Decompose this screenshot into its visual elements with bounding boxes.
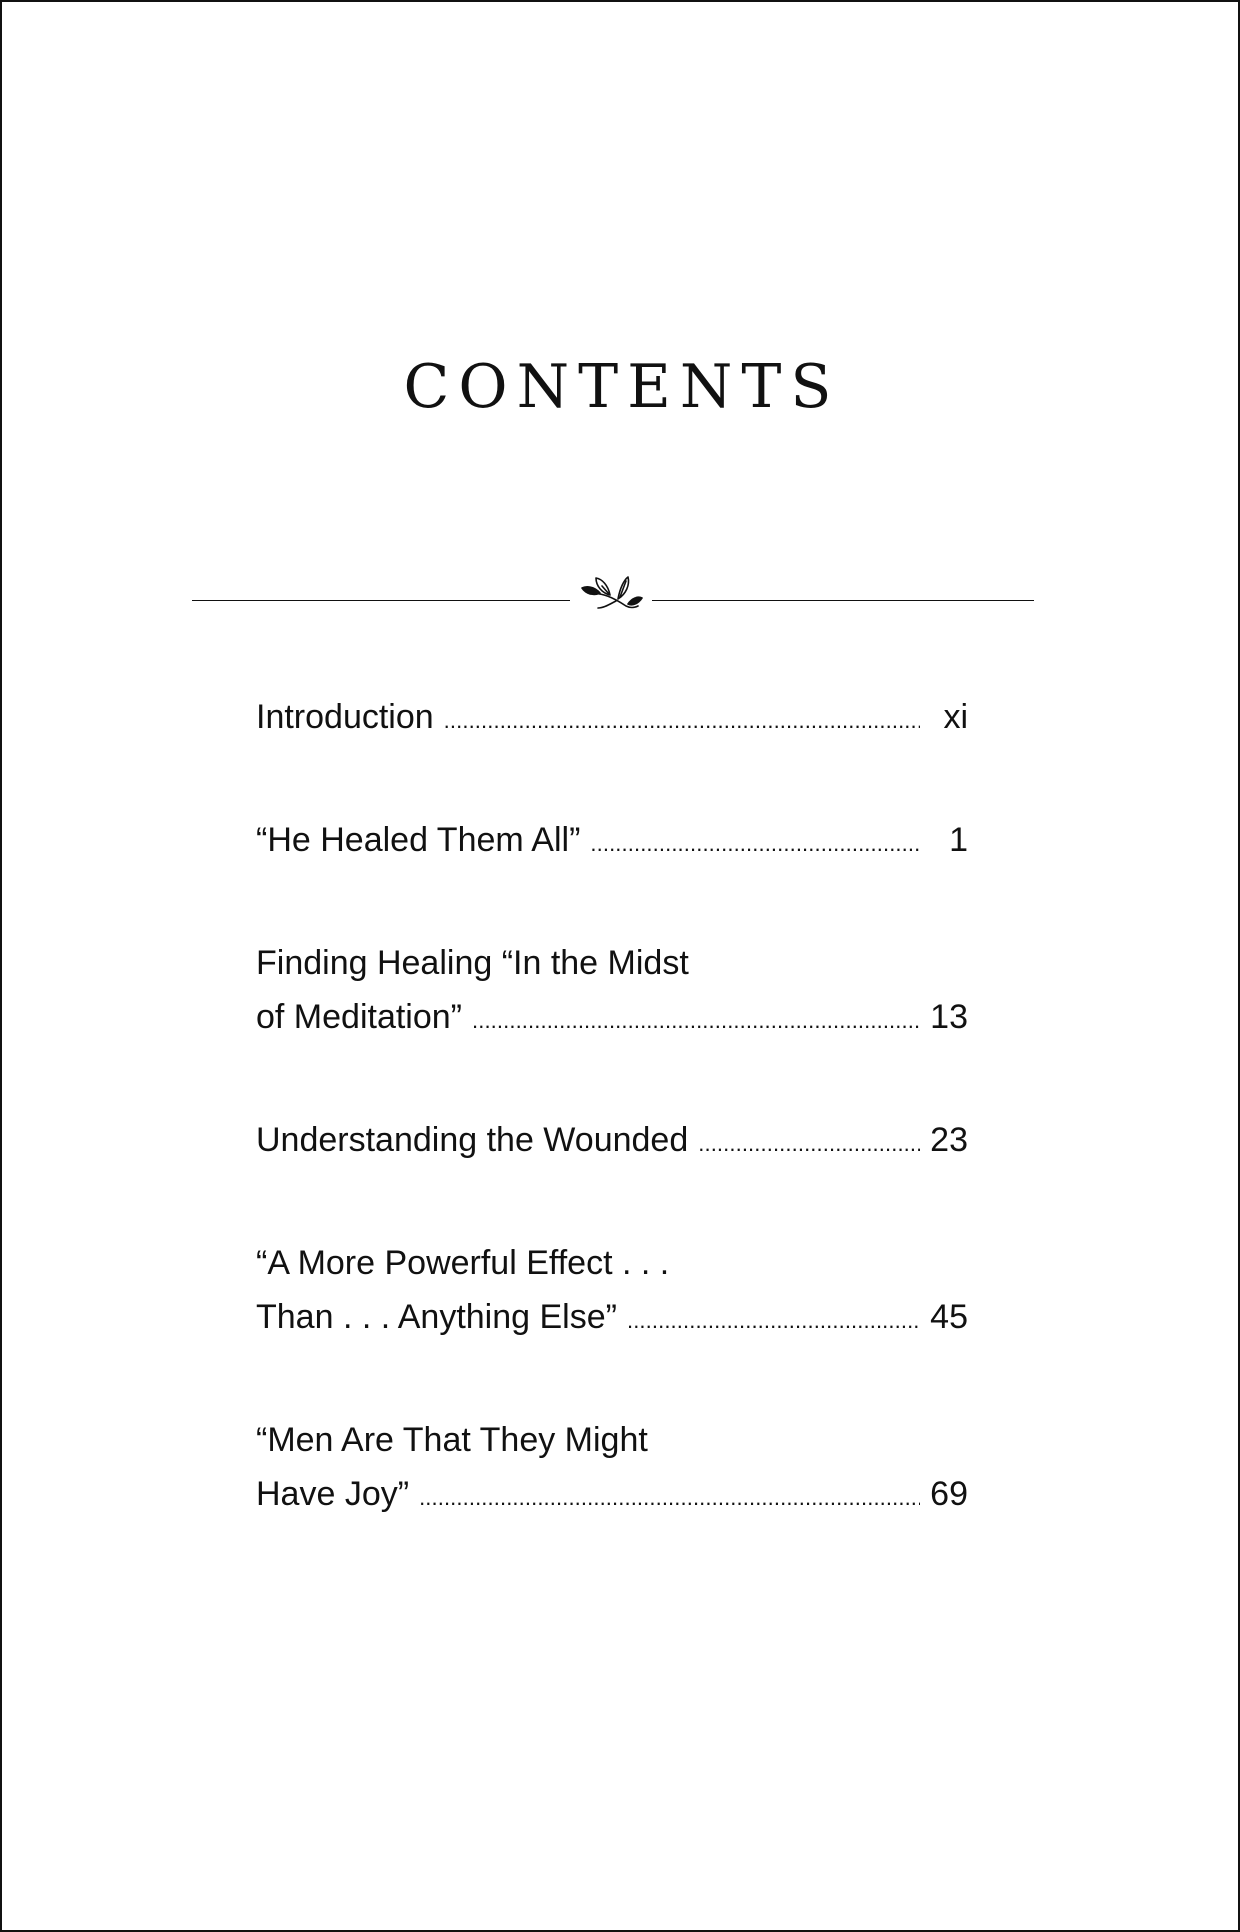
toc-entry-line	[256, 1290, 968, 1348]
toc-entry-title: Than . . . Anything Else”	[256, 1298, 617, 1336]
toc-entry[interactable]	[256, 1236, 968, 1348]
toc-entry[interactable]	[256, 1113, 968, 1171]
dot-leader	[627, 1290, 920, 1348]
toc-entry-title-line1: “Men Are That They Might	[256, 1421, 648, 1459]
toc-page-number: 13	[930, 998, 968, 1036]
page-title: CONTENTS	[403, 352, 841, 422]
toc-entry-line	[256, 690, 968, 748]
divider-rule-right	[652, 600, 1034, 601]
toc-entry-title: Introduction	[256, 698, 434, 736]
toc-page-number: 23	[930, 1121, 968, 1159]
toc-page-number: 45	[930, 1298, 968, 1336]
toc-entry-title: “He Healed Them All”	[256, 821, 581, 859]
toc-entry[interactable]	[256, 936, 968, 1048]
toc-entry-title: Understanding the Wounded	[256, 1121, 689, 1159]
toc-entry-title: of Meditation”	[256, 998, 462, 1036]
table-of-contents	[256, 690, 968, 1590]
toc-entry-title-line1: “A More Powerful Effect . . .	[256, 1244, 670, 1282]
ornamental-divider	[192, 568, 1034, 612]
toc-page-number: xi	[943, 698, 968, 736]
dot-leader	[444, 690, 920, 748]
toc-entry[interactable]	[256, 813, 968, 871]
leaf-sprig-icon	[580, 568, 644, 612]
toc-entry[interactable]	[256, 1413, 968, 1525]
toc-entry-line	[256, 990, 968, 1048]
toc-page-number: 1	[949, 821, 968, 859]
dot-leader	[698, 1113, 920, 1171]
divider-rule-left	[192, 600, 570, 601]
toc-entry-line	[256, 813, 968, 871]
toc-entry-line	[256, 1467, 968, 1525]
toc-entry-line	[256, 1113, 968, 1171]
dot-leader	[419, 1467, 920, 1525]
toc-entry[interactable]	[256, 690, 968, 748]
toc-entry-title: Have Joy”	[256, 1475, 410, 1513]
dot-leader	[590, 813, 920, 871]
dot-leader	[472, 990, 920, 1048]
toc-entry-title-line1: Finding Healing “In the Midst	[256, 944, 689, 982]
toc-page-number: 69	[930, 1475, 968, 1513]
